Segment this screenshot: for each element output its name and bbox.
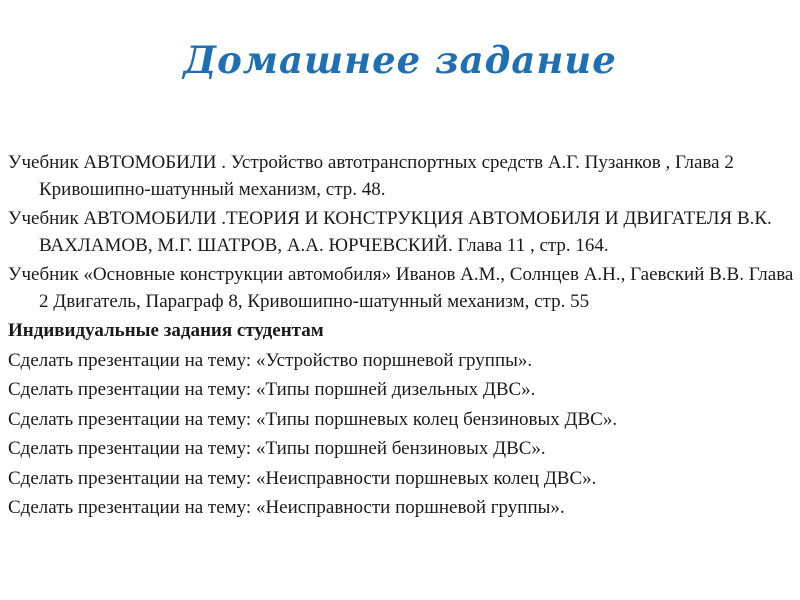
slide-content [8, 150, 794, 525]
task-item-6: Сделать презентации на тему: «Неисправности поршневой группы». [8, 497, 565, 518]
individual-tasks-heading: Индивидуальные задания студентам [8, 320, 324, 341]
task-item-4: Сделать презентации на тему: «Типы поршней бензиновых ДВС». [8, 438, 546, 459]
reference-item-3: Учебник «Основные конструкции автомобиля» Иванов А.М., Солнцев А.Н., Гаевский В.В. Глава 2 Двигатель, Параграф 8, Кривошипно-шатунный механизм, стр. 55 [8, 264, 794, 312]
task-item-1: Сделать презентации на тему: «Устройство поршневой группы». [8, 349, 533, 371]
reference-item-1: Учебник АВТОМОБИЛИ . Устройство автотранспортных средств А.Г. Пузанков , Глава 2 Кривошипно-шатунный механизм, стр. 48. [8, 152, 734, 200]
task-item-5: Сделать презентации на тему: «Неисправности поршневых колец ДВС». [8, 467, 597, 489]
task-item-2: Сделать презентации на тему: «Типы поршней дизельных ДВС». [8, 379, 536, 400]
task-item-3: Сделать презентации на тему: «Типы поршневых колец бензиновых ДВС». [8, 408, 618, 430]
slide-title: Домашнее задание [183, 38, 617, 82]
reference-item-2: Учебник АВТОМОБИЛИ .ТЕОРИЯ И КОНСТРУКЦИЯ АВТОМОБИЛЯ И ДВИГАТЕЛЯ В.К. ВАХЛАМОВ, М.Г. ШАТРОВ, А.А. ЮРЧЕВСКИЙ. Глава 11 , стр. 164. [8, 208, 772, 256]
